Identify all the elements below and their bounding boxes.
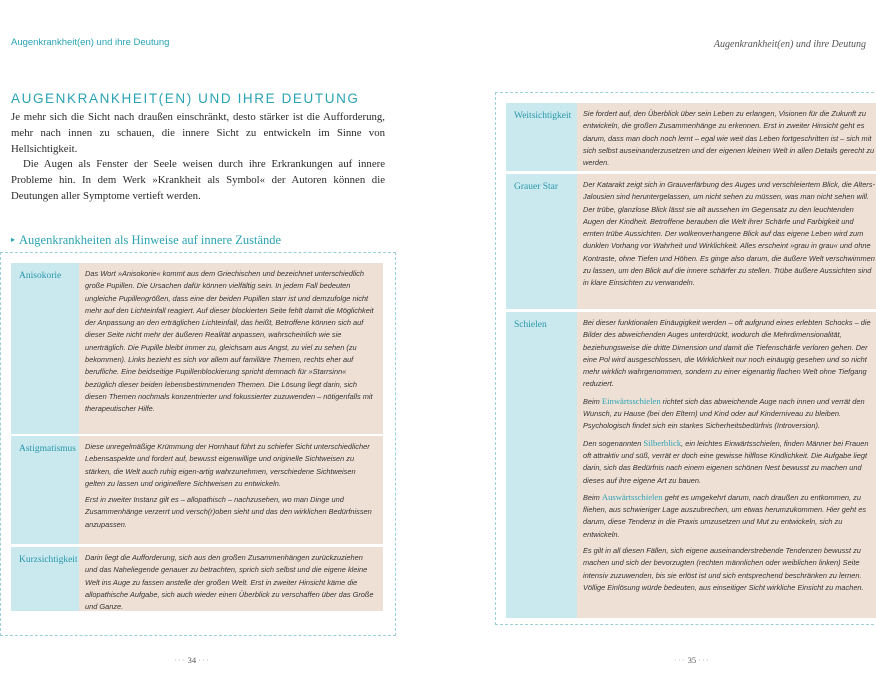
term-cell: Anisokorie — [11, 263, 79, 434]
term-cell: Grauer Star — [506, 174, 577, 309]
chapter-title: AUGENKRANKHEIT(EN) UND IHRE DEUTUNG — [11, 91, 360, 106]
description-text: Der Katarakt zeigt sich in Grauverfärbung des Auges und verschleiertem Blick, die Alters-Jalousien sind heruntergelassen, um nicht sehen zu müssen, was man nicht sehen will. Der trübe, glanzlose Blick lässt sie alt aussehen im Gegensatz zu den leuchtenden Augen der Kindheit. Betroffene berauben die Welt ihrer Schärfe und Farbigkeit und ernten trübe Aussichten. Der wolkenverhangene Blick auf das eigene Leben wird zum dunklen Vorhang vor Wahrheit und Wirklichkeit. Alles erscheint »grau in grau« und ohne Kontraste, ohne Tiefen und Höhen. Es ginge also darum, die äußere Welt verschwimmen zu lassen, um den Blick auf die innere schärfer zu stellen. Trübe äußere Aussichten sind in klare Einsichten zu verwandeln. — [583, 180, 875, 288]
highlight-term: Silberblick — [643, 437, 682, 448]
table-row — [11, 436, 383, 544]
description-text: Erst in zweiter Instanz gilt es – allopathisch – nachzusehen, wo man Dinge und Zusammenhänge verzerrt und versch(r)oben sieht und das den wirklichen Bedürfnissen anzupassen. — [85, 495, 372, 529]
description-text: Das Wort »Anisokorie« kommt aus dem Griechischen und bezeichnet unterschiedlich große Pupillen. Die Ursachen dafür können vielfältig sein. In jedem Fall bedeuten ungleiche Pupillengrößen, dass eine der beiden Pupillen starr ist und demzufolge nicht mehr auf den Lichteinfall reagiert. Auf dieser blockierten Seite fehlt damit die Möglichkeit der Anpassung an den erträglichen Lichteinfall, das heißt, Betroffene können sich auf dieser Seite nicht mehr der äußeren Realität anpassen, wahrscheinlich wie sie unerträglich. Die Pupille bleibt immer zu, gleichsam aus Angst, zu viel zu sehen (zu bekommen). Links bezieht es sich vor allem auf familiäre Themen, rechts eher auf berufliche. Eine beidseitige Pupillenblockierung spricht demnach für »Starrsinn« bezüglich dieser beiden lebensbestimmenden Themen. Die Lösung liegt darin, sich diesen Themen nochmals konzentrierter und fokussierter zuzuwenden – nötigenfalls mit therapeutischer Hilfe. — [85, 269, 374, 414]
description-cell — [577, 312, 876, 618]
description-cell — [577, 103, 876, 171]
table-row — [506, 174, 876, 309]
description-cell — [79, 547, 383, 611]
section-heading — [11, 233, 281, 248]
description-cell — [79, 263, 383, 434]
running-head: Augenkrankheit(en) und ihre Deutung — [713, 39, 866, 50]
description-text: Diese unregelmäßige Krümmung der Hornhaut führt zu schiefer Sicht unterschiedlicher Lebensaspekte und fordert auf, bewusst eigenwillige und originelle Sichtweisen zu stärken, die Welt auch ruhig eigen-artig wahrzunehmen, verschiedene Sichtweisen gelten zu lassen und originellere Sichtweisen zu entwickeln. — [85, 442, 370, 488]
term-cell: Weitsichtigkeit — [506, 103, 577, 171]
description-text: Darin liegt die Aufforderung, sich aus den großen Zusammenhängen zurückzuziehen und das Naheliegende genauer zu betrachten, sprich sich selbst und die eigene kleine Welt ins Auge zu fassen anstelle der großen Welt. Erst in zweiter Hinsicht käme die allopathische Aufgabe, sich auch wieder einen Überblick zu verschaffen über das Große und Ganze. — [85, 553, 374, 612]
text-span: Den sogenannten — [583, 438, 644, 448]
page-number-value: 34 — [187, 655, 197, 665]
description-text: Bei dieser funktionalen Einäugigkeit werden – oft aufgrund eines erlebten Schocks – die Bilder des abweichenden Auges unterdrückt, wodurch die Mehrdimensionalität, beziehungsweise die dritte Dimension und damit die Tiefenschärfe verloren gehen. Der eine Pol wird ausgeschlossen, die Wirklichkeit nur noch einäugig gesehen und so nicht mehr wirklich wahrgenommen, sondern zu einer eigenartig flachen Welt ohne Tiefgang reduziert. — [583, 318, 871, 389]
paragraph: Die Augen als Fenster der Seele weisen durch ihre Erkrankungen auf innere Probleme hin. In dem Werk »Krankheit als Symbol« der Autoren können die Deutungen aller Symptome vertieft werden. — [11, 158, 385, 202]
highlight-term: Auswärtsschielen — [601, 491, 663, 502]
description-text — [583, 437, 876, 487]
symptom-table — [495, 92, 876, 625]
page-number: ··· 34 ··· — [174, 655, 210, 665]
page-number: ··· 35 ··· — [674, 655, 710, 665]
description-text: Es gilt in all diesen Fällen, sich eigene auseinanderstrebende Tendenzen bewusst zu machen und sich der bevorzugten (rechten männlichen oder weiblichen linken) Seite intensiv zuzuwenden, bis sie erlöst ist und sich entsprechend beschränken zu lernen. Völlige Einlösung würde bedeuten, aus einseitiger Sicht wirkliche Einsicht zu machen. — [583, 546, 864, 592]
description-text: Sie fordert auf, den Überblick über sein Leben zu erlangen, Visionen für die Zukunft zu entwickeln, die großen Zusammenhänge zu erkennen. Erst in zweiter Hinsicht geht es darum, dass man doch noch lernt – egal wie weit das Leben fortgeschritten ist – sich mit sich selbst auseinanderzusetzen und der eigenen kleinen Welt in allen Details gerecht zu werden. — [583, 109, 875, 168]
table-row — [11, 263, 383, 434]
highlight-term: Einwärtsschielen — [601, 395, 661, 406]
table-row — [506, 312, 876, 618]
right-page — [438, 0, 876, 700]
text-span: richtet sich das abweichende Auge nach innen und verrät den Wunsch, zu Hause (bei den Eltern) und Kind oder auf Kinderniveau zu bleiben. Psychologisch findet sich ein starkes Sicherheitsbedürfnis (Introversion). — [583, 396, 865, 431]
table-row — [506, 103, 876, 171]
page-number-value: 35 — [687, 655, 697, 665]
text-span: geht es umgekehrt darum, nach draußen zu entkommen, zu fliehen, aus schwieriger Lage auszubrechen, um etwas herumzukommen. Hier geht es darum, diese Tendenz in die Praxis umzusetzen und Mut zu entwickeln, sich zu entwickeln. — [583, 492, 867, 539]
text-span: Beim — [583, 492, 602, 502]
intro-text — [11, 110, 385, 205]
paragraph: Je mehr sich die Sicht nach draußen einschränkt, desto stärker ist die Aufforderung, mehr nach innen zu schauen, die innere Sicht zu entwickeln im Sinne von Hellsichtigkeit. — [11, 111, 385, 155]
description-cell — [577, 174, 876, 309]
running-head: Augenkrankheit(en) und ihre Deutung — [11, 37, 170, 48]
arrow-bullet-icon: ▸ — [11, 235, 16, 244]
symptom-table — [0, 252, 396, 636]
term-cell: Schielen — [506, 312, 577, 618]
term-cell: Astigmatismus — [11, 436, 79, 544]
term-cell: Kurzsichtigkeit — [11, 547, 79, 611]
description-cell — [79, 436, 383, 544]
text-span: Beim — [583, 396, 602, 406]
description-text — [583, 395, 876, 433]
text-span: , ein leichtes Einwärtsschielen, finden Männer bei Frauen oft attraktiv und süß, verrät er doch eine gewisse hilflose Kindlichkeit. Die Aufgabe liegt darin, sich das Bedürfnis nach einem eigenen schönen Nest bewusst zu machen und dieses auf ihre eigene Art zu bauen. — [583, 438, 869, 485]
table-row — [11, 547, 383, 611]
section-heading-text: Augenkrankheiten als Hinweise auf innere Zustände — [19, 233, 282, 247]
description-text — [583, 491, 876, 541]
